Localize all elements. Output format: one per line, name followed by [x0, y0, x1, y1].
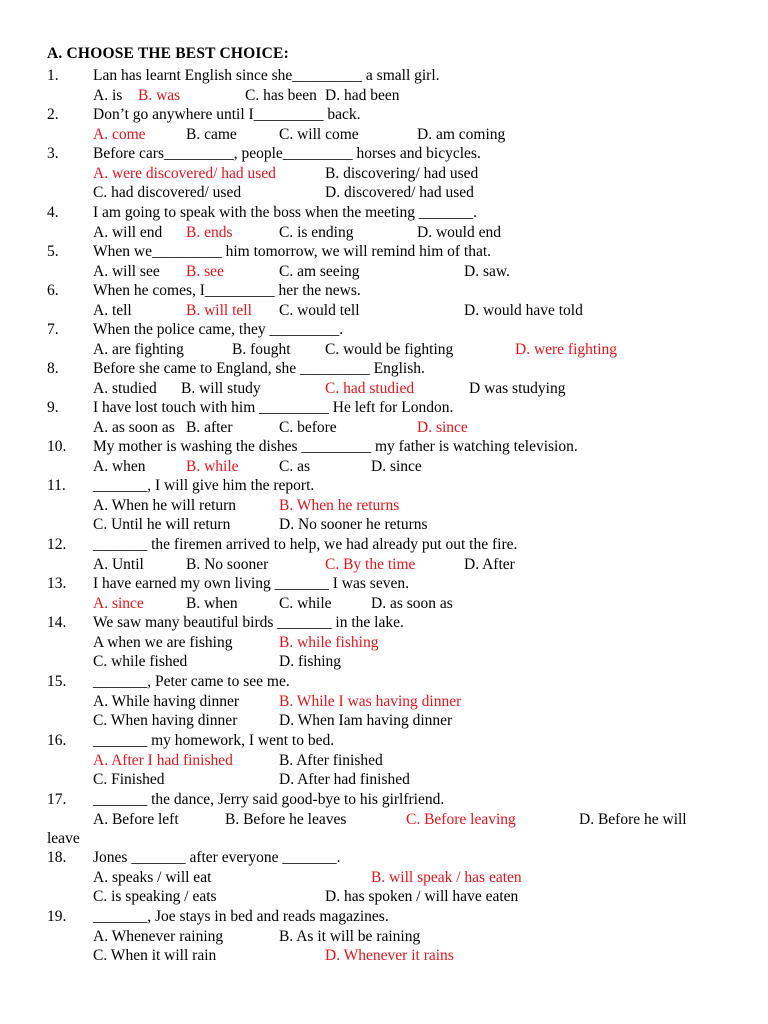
option-10-b-correct: B. while [186, 457, 239, 475]
option-15-c: C. When having dinner [93, 712, 238, 729]
option-18-a: A. speaks / will eat [93, 868, 212, 886]
option-7-c: C. would be fighting [325, 340, 454, 358]
option-1-c: C. has been [245, 86, 317, 104]
option-6-a: A. tell [93, 301, 132, 319]
option-7-d-correct: D. were fighting [515, 340, 618, 358]
question-number-19: 19. [47, 908, 67, 925]
option-18-c: C. is speaking / eats [93, 888, 217, 905]
option-continuation-17: leave [47, 830, 80, 847]
option-5-b-correct: B. see [186, 262, 224, 280]
option-18-d: D. has spoken / will have eaten [325, 888, 519, 905]
question-text-7: When the police came, they _________. [93, 321, 344, 338]
option-15-b-correct: B. While I was having dinner [279, 692, 462, 710]
question-text-19: _______, Joe stays in bed and reads magazines. [93, 908, 389, 925]
option-11-b-correct: B. When he returns [279, 496, 400, 514]
option-7-a: A. are fighting [93, 340, 184, 358]
option-5-d: D. saw. [464, 262, 510, 280]
option-8-d: D was studying [469, 379, 566, 397]
question-text-3: Before cars_________, people_________ horses and bicycles. [93, 145, 481, 162]
option-10-a: A. when [93, 457, 146, 475]
option-5-a: A. will see [93, 262, 160, 280]
option-12-d: D. After [464, 555, 515, 573]
option-17-a: A. Before left [93, 810, 179, 828]
option-9-c: C. before [279, 418, 337, 436]
option-6-c: C. would tell [279, 301, 360, 319]
question-text-11: _______, I will give him the report. [93, 477, 315, 494]
question-text-6: When he comes, I_________ her the news. [93, 282, 361, 299]
question-number-4: 4. [47, 204, 59, 221]
option-14-d: D. fishing [279, 653, 341, 670]
question-number-7: 7. [47, 321, 59, 338]
option-19-b: B. As it will be raining [279, 927, 421, 945]
option-19-a: A. Whenever raining [93, 927, 224, 945]
option-11-d: D. No sooner he returns [279, 516, 428, 533]
option-1-d: D. had been [325, 86, 400, 104]
option-2-a-correct: A. come [93, 125, 146, 143]
option-17-c-correct: C. Before leaving [406, 810, 516, 828]
option-3-a-correct: A. were discovered/ had used [93, 164, 276, 182]
option-1-b-correct: B. was [138, 86, 181, 104]
option-16-c: C. Finished [93, 771, 165, 788]
option-14-c: C. while fished [93, 653, 188, 670]
option-10-d: D. since [371, 457, 422, 475]
option-17-d: D. Before he will [579, 810, 687, 828]
question-number-8: 8. [47, 360, 59, 377]
option-3-b: B. discovering/ had used [325, 164, 479, 182]
question-number-17: 17. [47, 791, 67, 808]
question-number-12: 12. [47, 536, 67, 553]
option-11-a: A. When he will return [93, 496, 237, 514]
option-4-d: D. would end [417, 223, 501, 241]
question-number-10: 10. [47, 438, 67, 455]
option-13-d: D. as soon as [371, 594, 453, 612]
option-12-a: A. Until [93, 555, 144, 573]
option-18-b-correct: B. will speak / has eaten [371, 868, 522, 886]
option-9-a: A. as soon as [93, 418, 175, 436]
question-number-3: 3. [47, 145, 59, 162]
option-14-a: A when we are fishing [93, 633, 233, 651]
option-1-a: A. is [93, 86, 123, 104]
question-number-11: 11. [47, 477, 66, 494]
worksheet-title: A. CHOOSE THE BEST CHOICE: [47, 45, 289, 62]
question-text-1: Lan has learnt English since she_________ a small girl. [93, 67, 440, 84]
option-9-b: B. after [186, 418, 233, 436]
option-14-b-correct: B. while fishing [279, 633, 379, 651]
option-12-c-correct: C. By the time [325, 555, 416, 573]
question-text-13: I have earned my own living _______ I was seven. [93, 575, 409, 592]
question-number-5: 5. [47, 243, 59, 260]
option-4-c: C. is ending [279, 223, 354, 241]
option-4-b-correct: B. ends [186, 223, 233, 241]
option-12-b: B. No sooner [186, 555, 269, 573]
question-text-8: Before she came to England, she _________ English. [93, 360, 425, 377]
question-text-5: When we_________ him tomorrow, we will remind him of that. [93, 243, 492, 260]
option-6-d: D. would have told [464, 301, 583, 319]
option-3-d: D. discovered/ had used [325, 184, 474, 201]
option-5-c: C. am seeing [279, 262, 360, 280]
question-text-2: Don’t go anywhere until I_________ back. [93, 106, 361, 123]
option-2-c: C. will come [279, 125, 359, 143]
question-text-9: I have lost touch with him _________ He left for London. [93, 399, 454, 416]
question-number-15: 15. [47, 673, 67, 690]
question-text-4: I am going to speak with the boss when the meeting _______. [93, 204, 477, 221]
question-text-10: My mother is washing the dishes _________ my father is watching television. [93, 438, 578, 455]
option-7-b: B. fought [232, 340, 291, 358]
option-19-c: C. When it will rain [93, 947, 217, 964]
question-text-15: _______, Peter came to see me. [93, 673, 290, 690]
option-13-a-correct: A. since [93, 594, 144, 612]
question-text-18: Jones _______ after everyone _______. [93, 849, 341, 866]
question-number-16: 16. [47, 732, 67, 749]
option-6-b-correct: B. will tell [186, 301, 252, 319]
option-16-b: B. After finished [279, 751, 383, 769]
question-text-16: _______ my homework, I went to bed. [93, 732, 335, 749]
option-8-a: A. studied [93, 379, 157, 397]
option-11-c: C. Until he will return [93, 516, 231, 533]
question-number-9: 9. [47, 399, 59, 416]
question-number-18: 18. [47, 849, 67, 866]
question-number-13: 13. [47, 575, 67, 592]
option-2-d: D. am coming [417, 125, 506, 143]
option-10-c: C. as [279, 457, 310, 475]
option-9-d-correct: D. since [417, 418, 468, 436]
question-number-14: 14. [47, 614, 67, 631]
option-16-a-correct: A. After I had finished [93, 751, 233, 769]
option-15-a: A. While having dinner [93, 692, 240, 710]
question-number-6: 6. [47, 282, 59, 299]
option-13-c: C. while [279, 594, 332, 612]
option-19-d-correct: D. Whenever it rains [325, 947, 454, 964]
option-2-b: B. came [186, 125, 237, 143]
option-17-b: B. Before he leaves [225, 810, 347, 828]
question-number-1: 1. [47, 67, 59, 84]
option-3-c: C. had discovered/ used [93, 184, 242, 201]
question-text-12: _______ the firemen arrived to help, we had already put out the fire. [93, 536, 518, 553]
option-8-b: B. will study [181, 379, 261, 397]
option-15-d: D. When Iam having dinner [279, 712, 453, 729]
option-8-c-correct: C. had studied [325, 379, 415, 397]
option-16-d: D. After had finished [279, 771, 410, 788]
option-4-a: A. will end [93, 223, 163, 241]
question-text-14: We saw many beautiful birds _______ in the lake. [93, 614, 404, 631]
question-number-2: 2. [47, 106, 59, 123]
option-13-b: B. when [186, 594, 238, 612]
question-text-17: _______ the dance, Jerry said good-bye to his girlfriend. [93, 791, 445, 808]
